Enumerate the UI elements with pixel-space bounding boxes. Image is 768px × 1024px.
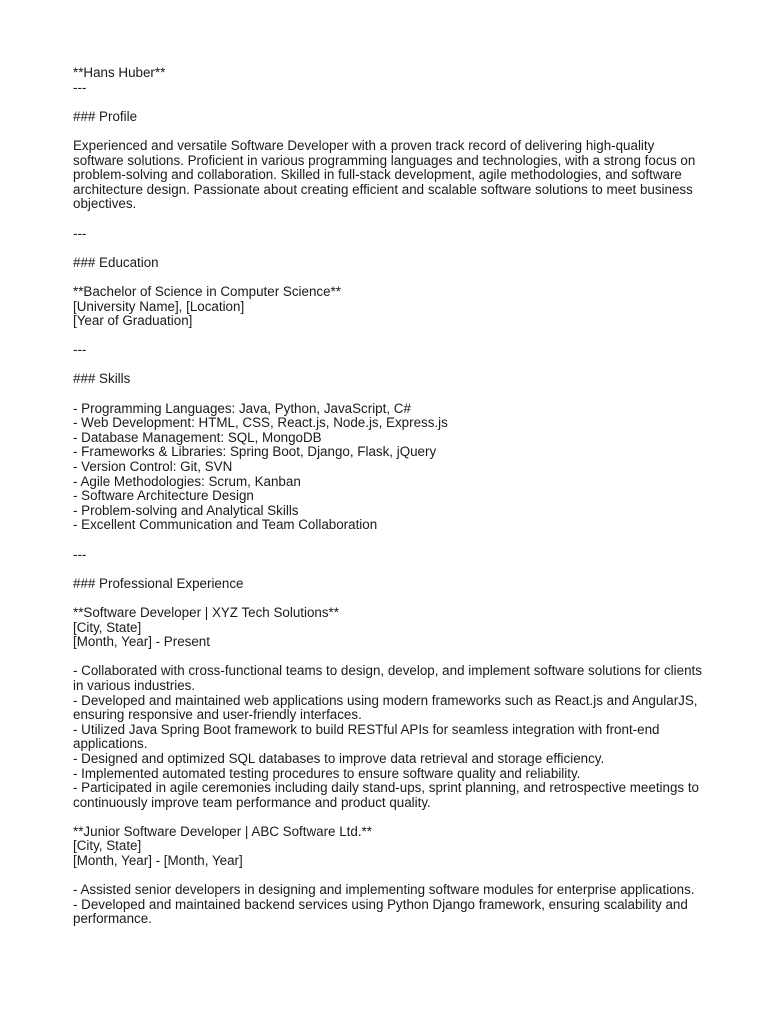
job-bullet: - Participated in agile ceremonies including daily stand-ups, sprint planning, and retrospective meetings to continuously improve team performance and product quality. (73, 780, 699, 810)
spacer (73, 270, 703, 285)
job-location: [City, State] (73, 838, 142, 854)
skill-item: - Frameworks & Libraries: Spring Boot, Django, Flask, jQuery (73, 444, 437, 460)
job-title: **Software Developer | XYZ Tech Solutions** (73, 604, 339, 620)
spacer (73, 650, 703, 665)
skill-item: - Database Management: SQL, MongoDB (73, 429, 322, 445)
job-bullet: - Assisted senior developers in designing and implementing software modules for enterprise applications. (73, 882, 695, 898)
job-bullet: - Collaborated with cross-functional teams to design, develop, and implement software solutions for clients in various industries. (73, 663, 702, 693)
education-year: [Year of Graduation] (73, 313, 193, 329)
skills-heading: ### Skills (73, 371, 131, 387)
skill-item: - Agile Methodologies: Scrum, Kanban (73, 473, 301, 489)
education-rule: --- (73, 342, 87, 358)
spacer (73, 241, 703, 256)
education-degree: **Bachelor of Science in Computer Science** (73, 283, 341, 299)
job-location: [City, State] (73, 619, 142, 635)
job-bullet: - Developed and maintained web applications using modern frameworks such as React.js and AngularJS, ensuring responsive and user-friendly interfaces. (73, 692, 698, 723)
job-entry (73, 825, 703, 927)
job-bullet: - Utilized Java Spring Boot framework to build RESTful APIs for seamless integration with front-end applications. (73, 721, 660, 752)
skill-item: - Web Development: HTML, CSS, React.js, Node.js, Express.js (73, 415, 448, 431)
job-dates: [Month, Year] - [Month, Year] (73, 853, 243, 869)
spacer (73, 387, 703, 402)
profile-text: Experienced and versatile Software Developer with a proven track record of delivering high-quality software solutions. Proficient in various programming languages and technologies, with a strong focus on problem-solving and collaboration. Skilled in full-stack development, agile methodologies, and software architecture design. Passionate about creating efficient and scalable software solutions to meet business objectives. (73, 137, 696, 212)
spacer (73, 358, 703, 373)
spacer (73, 329, 703, 344)
job-dates: [Month, Year] - Present (73, 634, 210, 650)
skill-item: - Problem-solving and Analytical Skills (73, 502, 299, 518)
spacer (73, 562, 703, 577)
spacer (73, 212, 703, 227)
header-rule: --- (73, 79, 87, 95)
education-heading: ### Education (73, 254, 159, 270)
spacer (73, 810, 703, 825)
spacer (73, 124, 703, 139)
skill-item: - Software Architecture Design (73, 488, 254, 504)
skills-list (73, 402, 703, 533)
skill-item: - Excellent Communication and Team Collaboration (73, 517, 378, 533)
spacer (73, 95, 703, 110)
job-bullet: - Designed and optimized SQL databases to improve data retrieval and storage efficiency. (73, 750, 605, 766)
spacer (73, 869, 703, 884)
spacer (73, 591, 703, 606)
profile-rule: --- (73, 225, 87, 241)
skills-rule: --- (73, 546, 87, 562)
job-bullet: - Developed and maintained backend services using Python Django framework, ensuring scalability and performance. (73, 896, 688, 927)
education-school: [University Name], [Location] (73, 298, 245, 314)
profile-heading: ### Profile (73, 108, 138, 124)
experience-heading: ### Professional Experience (73, 575, 244, 591)
spacer (73, 533, 703, 548)
skill-item: - Version Control: Git, SVN (73, 459, 233, 475)
resume-document (73, 66, 703, 927)
job-entry (73, 606, 703, 810)
job-title: **Junior Software Developer | ABC Software Ltd.** (73, 823, 372, 839)
resume-name: **Hans Huber** (73, 65, 166, 80)
skill-item: - Programming Languages: Java, Python, JavaScript, C# (73, 400, 411, 416)
job-bullet: - Implemented automated testing procedures to ensure software quality and reliability. (73, 765, 581, 781)
